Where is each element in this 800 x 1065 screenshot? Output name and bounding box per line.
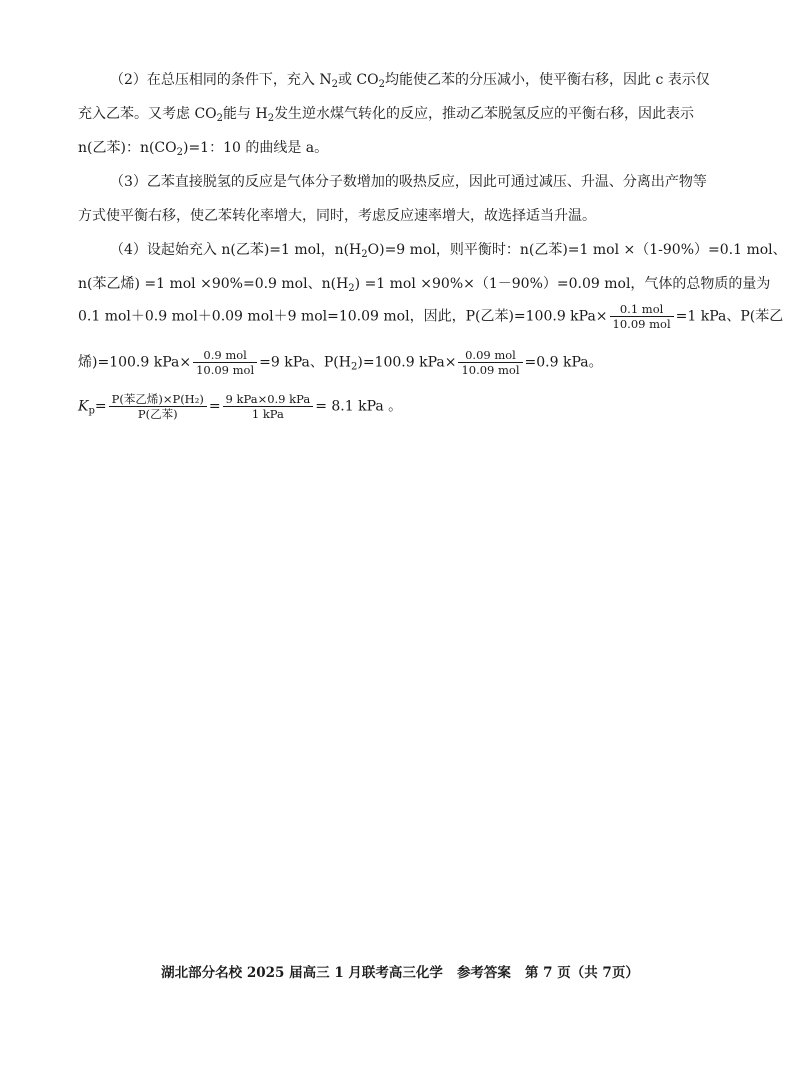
kp-formula: $K_p=$ $\frac{\text{P(苯乙烯)×P(H₂)}}{\text{P(乙苯)}}$ = $\frac{\text{9 kPa×0.9 kPa}}{\text{1 kPa}}$ = 8.1 kPa 。 [78, 392, 403, 421]
fraction-kp-values: $\frac{\text{9 kPa×0.9 kPa}}{\text{1 kPa}}$ [223, 392, 314, 421]
fraction-3: $\frac{\text{0.09 mol}}{\text{10.09 mol}}$ [458, 348, 522, 377]
fraction-2: $\frac{\text{0.9 mol}}{\text{10.09 mol}}$ [193, 348, 257, 377]
footer-title: 湖北部分名校 2025 届高三 1 月联考高三化学 [161, 965, 443, 981]
fraction-kp-expression: $\frac{\text{P(苯乙烯)×P(H₂)}}{\text{P(乙苯)}}$ [109, 392, 207, 421]
para4-line2: n(苯乙烯) =1 mol ×90%=0.9 mol、$n(H_2) =1$ mol ×90%×（1－90%）=0.09 mol，气体的总物质的量为 [78, 276, 771, 294]
para2-line3: n(乙苯)：$n(CO_2)=1$：10 的曲线是 a。 [78, 140, 329, 158]
fraction-1: $\frac{\text{0.1 mol}}{\text{10.09 mol}}$ [610, 302, 674, 331]
para3-line1: （3）乙苯直接脱氢的反应是气体分子数增加的吸热反应，因此可通过减压、升温、分离出产物等 [110, 174, 707, 190]
para4-line4: 烯)=100.9 kPa× $\frac{\text{0.9 mol}}{\text{10.09 mol}}$ =9 kPa、$P(H_2)=100.9$ kPa× $\frac{\text{0.09 mol}}{\text{10.09 mol}}$ =0.9 kPa。 [78, 348, 603, 377]
para3-line2: 方式使平衡右移，使乙苯转化率增大，同时，考虑反应速率增大，故选择适当升温。 [78, 208, 596, 224]
para4-line3: 0.1 mol＋0.9 mol＋0.09 mol＋9 mol=10.09 mol，因此，P(乙苯)=100.9 kPa× $\frac{\text{0.1 mol}}{\text{10.09 mol}}$ =1 kPa、P(苯乙 [78, 302, 784, 331]
para2-line2: 充入乙苯。又考虑 $CO_2$能与 $H_2$发生逆水煤气转化的反应，推动乙苯脱氢反应的平衡右移，因此表示 [78, 106, 695, 124]
para4-line1: （4）设起始充入 n(乙苯)=1 mol，$n(H_2O)=9$ mol，则平衡时：n(乙苯)=1 mol ×（1-90%）=0.1 mol、 [110, 242, 787, 260]
para2-line1: （2）在总压相同的条件下，充入 $N_2$或 $CO_2$均能使乙苯的分压减小，使平衡右移，因此 c 表示仅 [110, 72, 710, 90]
page-footer [0, 961, 800, 981]
footer-label: 参考答案 [456, 965, 511, 981]
footer-page-number: 第 7 页（共 7页） [524, 965, 639, 981]
